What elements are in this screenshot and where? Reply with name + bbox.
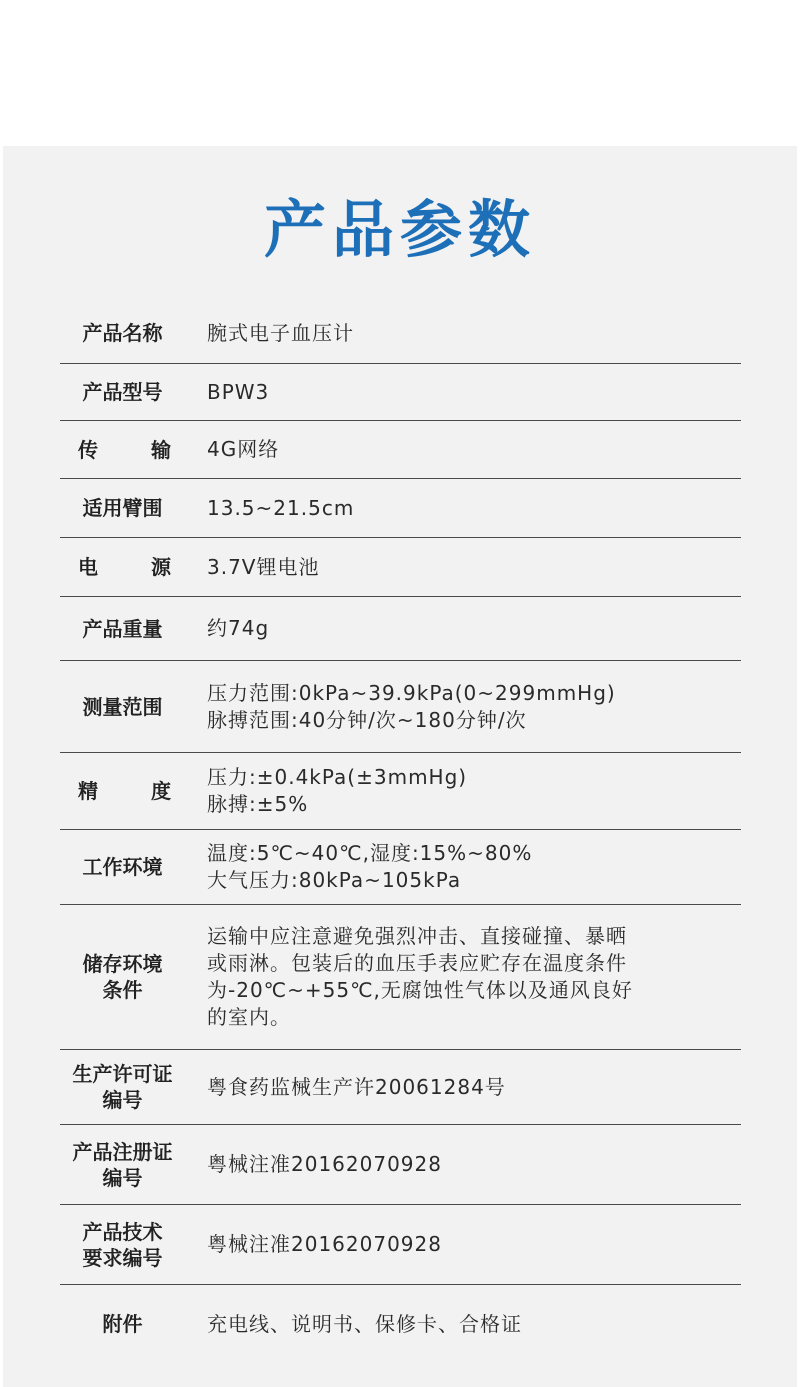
spec-value-line: 腕式电子血压计 [207,320,354,345]
spec-value [185,1151,741,1178]
spec-row-power [60,538,741,597]
spec-label-part: 电 [78,555,98,579]
spec-value-line: 温度:5℃~40℃,湿度:15%~80% [207,841,533,865]
spec-row-transmission [60,421,741,479]
spec-row-measure-range [60,661,741,753]
spec-label: 工作环境 [82,855,163,879]
spec-row-product-name [60,303,741,364]
spec-value-line: 粤械注准20162070928 [207,1232,442,1256]
spec-value-line: 脉搏:±5% [207,792,309,816]
spec-label [60,554,185,580]
spec-value-line: 大气压力:80kPa~105kPa [207,868,462,892]
spec-label-line: 条件 [102,978,143,1002]
spec-value-line: 压力:±0.4kPa(±3mmHg) [207,765,468,789]
spec-value [185,923,741,1031]
spec-label-part: 传 [78,437,98,462]
spec-value-line: 约74g [207,616,270,640]
spec-row-production-license [60,1050,741,1125]
spec-label: 产品名称 [82,321,163,345]
top-blank-area [0,0,800,146]
spec-label-line: 编号 [102,1088,143,1112]
spec-label-line: 产品注册证 [72,1139,173,1164]
spec-value-line: 压力范围:0kPa~39.9kPa(0~299mmHg) [207,680,616,705]
spec-label [60,778,185,804]
spec-value-line: 运输中应注意避免强烈冲击、直接碰撞、暴晒 [207,924,627,948]
spec-row-technical-requirement [60,1205,741,1285]
spec-value [185,764,741,818]
spec-value [185,436,741,463]
spec-value [185,1311,741,1338]
spec-value-line: 13.5~21.5cm [207,495,355,520]
spec-label: 附件 [102,1312,143,1336]
spec-value-line: 3.7V锂电池 [207,554,320,579]
spec-value-line: 或雨淋。包装后的血压手表应贮存在温度条件 [207,951,627,975]
spec-label: 产品型号 [82,380,163,404]
spec-label-part: 输 [151,437,171,462]
spec-value-line: BPW3 [207,379,270,404]
spec-label-line: 编号 [102,1165,143,1190]
spec-row-accuracy [60,753,741,830]
spec-label: 适用臂围 [82,496,163,520]
spec-value [185,680,741,734]
spec-value [185,379,741,406]
spec-label [60,1219,185,1271]
spec-label-line: 产品技术 [82,1219,163,1244]
spec-row-working-environment [60,830,741,905]
spec-value [185,320,741,347]
spec-label-line: 储存环境 [82,952,163,976]
spec-value-line: 粤械注准20162070928 [207,1152,442,1176]
spec-value [185,495,741,522]
page-title: 产品参数 [263,193,536,266]
spec-value-line: 充电线、说明书、保修卡、合格证 [207,1311,522,1336]
spec-value [185,1074,741,1101]
spec-value-line: 脉搏范围:40分钟/次~180分钟/次 [207,707,527,732]
spec-value [185,554,741,581]
spec-value-line: 的室内。 [207,1005,291,1029]
spec-row-arm-size [60,479,741,538]
spec-label [60,437,185,463]
spec-label-part: 源 [151,555,171,579]
spec-label [60,1061,185,1113]
spec-value [185,1231,741,1258]
spec-label: 产品重量 [82,616,163,641]
spec-label-line: 生产许可证 [72,1062,173,1086]
spec-label-part: 度 [151,779,171,803]
spec-value [185,840,741,894]
spec-value-line: 为-20℃~+55℃,无腐蚀性气体以及通风良好 [207,978,633,1002]
spec-label-part: 精 [78,779,98,803]
spec-value [185,615,741,642]
spec-label [60,951,185,1003]
spec-label: 测量范围 [82,694,163,719]
spec-label-line: 要求编号 [82,1245,163,1270]
spec-row-model [60,364,741,421]
spec-value-line: 粤食药监械生产许20061284号 [207,1074,506,1099]
spec-row-registration-number [60,1125,741,1205]
spec-value-line: 4G网络 [207,437,280,461]
spec-label [60,1139,185,1191]
spec-row-storage-conditions [60,905,741,1050]
spec-row-accessories [60,1285,741,1363]
spec-table [60,303,741,1363]
spec-row-weight [60,597,741,661]
